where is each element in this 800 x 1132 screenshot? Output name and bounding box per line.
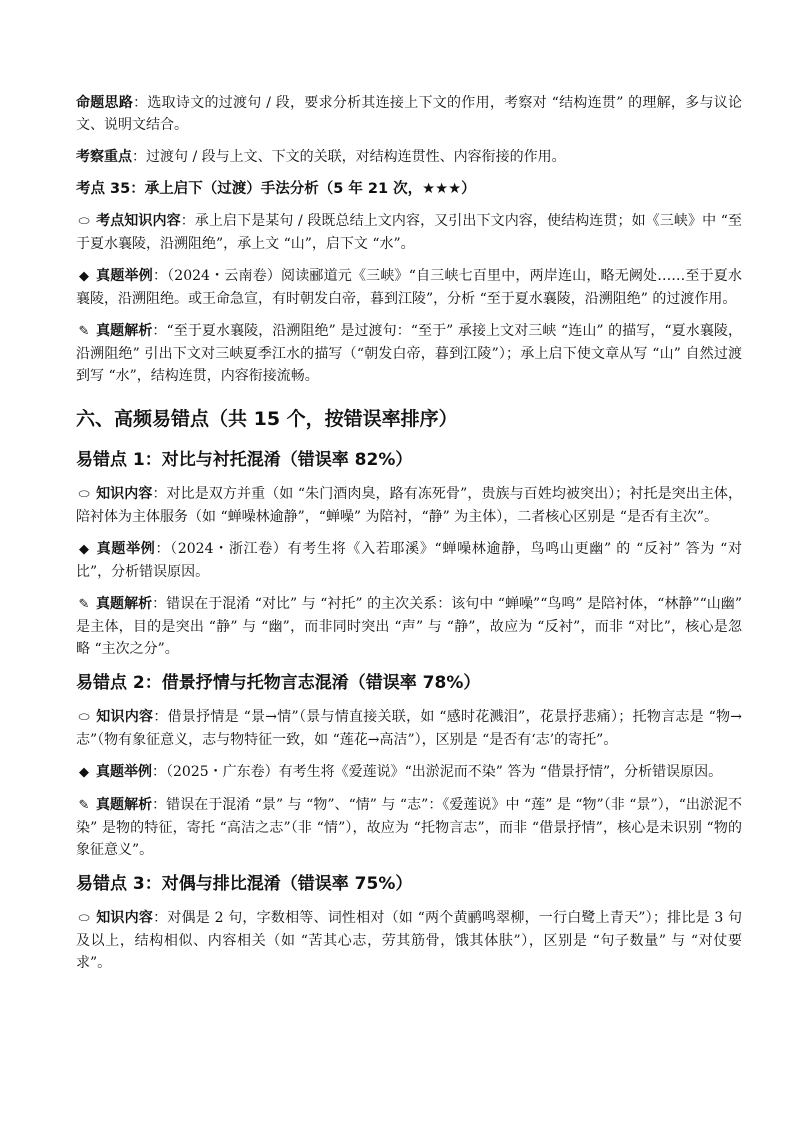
knowledge-label: 考点知识内容 — [96, 213, 181, 229]
error-3-knowledge — [76, 907, 742, 974]
kaodian35-analysis — [76, 320, 742, 387]
knowledge-label: 知识内容 — [96, 486, 153, 502]
analysis-label: 真题解析 — [96, 596, 153, 612]
error-1-title: 易错点 1：对比与衬托混淆（错误率 82%） — [76, 450, 413, 470]
error-2-example — [76, 761, 742, 784]
knowledge-label: 知识内容 — [96, 709, 154, 725]
analysis-text: ：错误在于混淆 “对比” 与 “衬托” 的主次关系：该句中 “蝉噪”“鸟鸣” 是陪衬体，“林静”“山幽” 是主体，目的是突出 “静” 与 “幽”，而非同时突出 “声” 与 “静”，故应为 “反衬”，而非 “对比”，核心是忽略 “主次之分”。 — [76, 596, 742, 657]
example-text: ：（2024・云南卷）阅读郦道元《三峡》“自三峡七百里中，两岸连山，略无阙处……至于夏水襄陵，沿溯阻绝。或王命急宣，有时朝发白帝，暮到江陵”，分析 “至于夏水襄陵，沿溯阻绝” 的过渡作用。 — [76, 268, 742, 307]
example-text: ：（2024・浙江卷）有考生将《入若耶溪》“蝉噪林逾静，鸟鸣山更幽” 的 “反衬” 答为 “对比”，分析错误原因。 — [76, 541, 743, 580]
knowledge-text: ：对偶是 2 句，字数相等、词性相对（如 “两个黄鹂鸣翠柳，一行白鹭上青天”）；排比是 3 句及以上，结构相似、内容相关（如 “苦其心志，劳其筋骨，饿其体肤”），区别是 “句子数量” 与 “对仗要求”。 — [76, 910, 742, 971]
pencil-icon: ✎ — [78, 324, 90, 339]
kaodian35-example — [76, 265, 742, 310]
knowledge-label: 知识内容 — [96, 910, 154, 926]
error-1-knowledge — [76, 483, 742, 528]
pill-icon: ⬭ — [78, 911, 90, 926]
analysis-text: ：“至于夏水襄陵，沿溯阻绝” 是过渡句：“至于” 承接上文对三峡 “连山” 的描写，“夏水襄陵，沿溯阻绝” 引出下文对三峡夏季江水的描写（“朝发白帝，暮到江陵”）；承上启下使文章从写 “山” 自然过渡到写 “水”，结构连贯，内容衔接流畅。 — [76, 323, 742, 384]
kaodian35-title: 考点 35：承上启下（过渡）手法分析（5 年 21 次，★★★） — [76, 181, 476, 197]
kaodian35-knowledge — [76, 210, 742, 255]
analysis-text: ：错误在于混淆 “景” 与 “物”、“情” 与 “志”：《爱莲说》中 “莲” 是 “物”（非 “景”），“出淤泥不染” 是物的特征，寄托 “高洁之志”（非 “情”），故应为 “托物言志”，而非 “借景抒情”，核心是未识别 “物的象征意义”。 — [76, 797, 742, 858]
diamond-icon: ◆ — [79, 765, 89, 780]
diamond-icon: ◆ — [79, 269, 89, 284]
analysis-label: 真题解析 — [96, 797, 153, 813]
pill-icon: ⬭ — [78, 214, 90, 229]
kaocha-label: 考察重点 — [76, 149, 132, 165]
mingti-label: 命题思路 — [76, 95, 134, 111]
error-2-title: 易错点 2：借景抒情与托物言志混淆（错误率 78%） — [76, 673, 481, 693]
example-label: 真题举例 — [96, 268, 153, 284]
section-title: 六、高频易错点（共 15 个，按错误率排序） — [76, 408, 458, 430]
mingti-text: ：选取诗文的过渡句 / 段，要求分析其连接上下文的作用，考察对 “结构连贯” 的理解，多与议论文、说明文结合。 — [76, 95, 742, 133]
example-label: 真题举例 — [96, 541, 156, 557]
pill-icon: ⬭ — [78, 710, 90, 725]
diamond-icon: ◆ — [79, 542, 89, 557]
pill-icon: ⬭ — [78, 487, 90, 502]
error-2-analysis — [76, 794, 742, 861]
error-1-example — [76, 538, 742, 583]
pencil-icon: ✎ — [78, 597, 90, 612]
intro-kaocha — [76, 146, 742, 168]
kaocha-text: ：过渡句 / 段与上文、下文的关联，对结构连贯性、内容衔接的作用。 — [132, 149, 566, 165]
knowledge-text: ：借景抒情是 “景→情”（景与情直接关联，如 “感时花溅泪”，花景抒悲痛）；托物言志是 “物→志”（物有象征意义，志与物特征一致，如 “莲花→高洁”），区别是 “是否有‘志’的寄托”。 — [76, 709, 743, 748]
example-label: 真题举例 — [96, 764, 152, 780]
knowledge-text: ：承上启下是某句 / 段既总结上文内容，又引出下文内容，使结构连贯；如《三峡》中 “至于夏水襄陵，沿溯阻绝”，承上文 “山”，启下文 “水”。 — [76, 213, 742, 252]
intro-mingti — [76, 92, 742, 136]
pencil-icon: ✎ — [78, 798, 90, 813]
knowledge-text: ：对比是双方并重（如 “朱门酒肉臭，路有冻死骨”，贵族与百姓均被突出）；衬托是突出主体，陪衬体为主体服务（如 “蝉噪林逾静”，“蝉噪” 为陪衬，“静” 为主体），二者核心区别是 “是否有主次”。 — [76, 486, 743, 525]
analysis-label: 真题解析 — [96, 323, 153, 339]
error-1-analysis — [76, 593, 742, 660]
example-text: ：（2025・广东卷）有考生将《爱莲说》“出淤泥而不染” 答为 “借景抒情”，分析错误原因。 — [152, 764, 723, 780]
error-3-title: 易错点 3：对偶与排比混淆（错误率 75%） — [76, 874, 413, 894]
error-2-knowledge — [76, 706, 742, 751]
